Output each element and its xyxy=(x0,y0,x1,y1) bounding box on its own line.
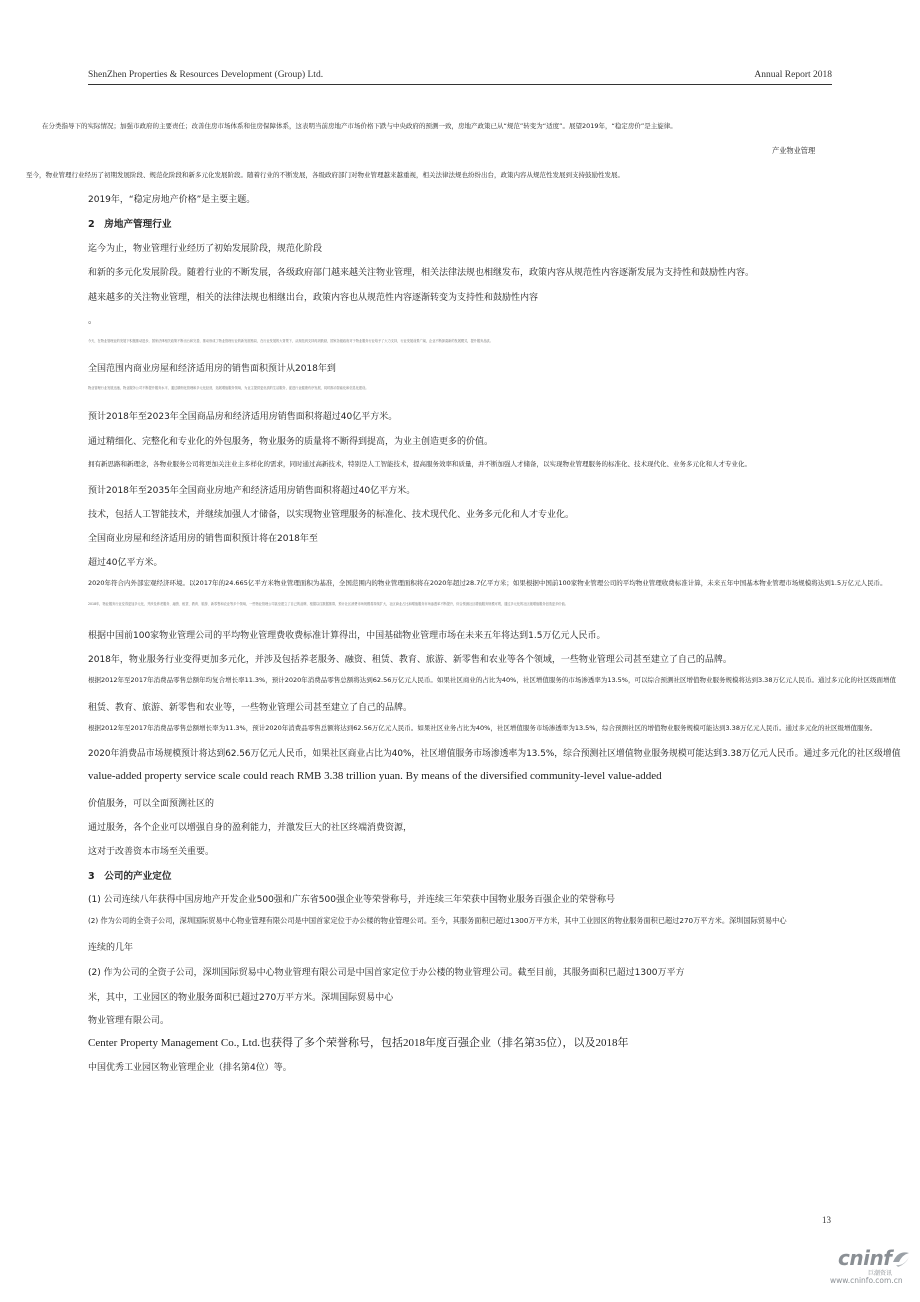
text-line: 2020年符合内外部宏观经济环境。以2017年的24.665亿平方米物业管理面积为基准，全国范围内的物业管理面积将在2020年超过28.7亿平方米；如果根据中国前100家物业管理公司的平均物业管理收费标准计算，未来五年中国基本物业管理市场规模将达到1.5万亿元人民币。 xyxy=(88,579,887,587)
text-line: 价值服务，可以全面预测社区的 xyxy=(88,799,215,809)
text-line: 在分类指导下的实际情况；加强市政府的主要责任；改善住房市场体系和住房保障体系，这表明当前房地产市场价格下跌与中央政府的预测一致，房地产政策已从“规范”转变为“适度”。展望2019年，“稳定房价”是主旋律。 xyxy=(42,122,677,130)
text-line: Center Property Management Co., Ltd.也获得了多个荣誉称号，包括2018年度百强企业（排名第35位），以及2018年 xyxy=(88,1037,629,1049)
section-heading: 3 公司的产业定位 xyxy=(88,871,172,882)
text-line: 2018年，物业服务行业变得更加多元化，并涉及养老服务、融资、租赁、教育、旅游、新零售和农业等多个领域，一些物业管理公司甚至建立了自己的品牌，根据以往数据推算，预计社区消费市场规模将持续扩大，社区商业占比和增值服务市场渗透率不断提升，综合预测社区增值服务规模可观，通过多元化的社区级增值服务创造更多价值。 xyxy=(88,602,568,606)
text-line: 这对于改善资本市场至关重要。 xyxy=(88,847,215,857)
text-line: 租赁、教育、旅游、新零售和农业等，一些物业管理公司甚至建立了自己的品牌。 xyxy=(88,703,413,713)
text-line: 连续的几年 xyxy=(88,943,134,953)
text-line: 全国商业房屋和经济适用房的销售面积预计将在2018年至 xyxy=(88,534,318,544)
text-line: 拥有新思路和新理念，各物业服务公司将更加关注业主多样化的需求，同时通过高新技术，特别是人工智能技术，提高服务效率和质量，并不断加强人才储备，以实现物业管理服务的标准化、技术现代化、业务多元化和人才专业化。 xyxy=(88,460,751,468)
header-rule xyxy=(88,84,832,85)
text-line: 根据2012年至2017年消费品零售总额增长率为11.3%，预计2020年消费品零售总额将达到62.56万亿元人民币。如果社区业务占比为40%，社区增值服务市场渗透率为13.5%，综合预测社区的增值物业服务规模可能达到3.38万亿元人民币。通过多元化的社区级增值服务。 xyxy=(88,724,877,732)
text-line: 米，其中，工业园区的物业服务面积已超过270万平方米。深圳国际贸易中心 xyxy=(88,993,394,1003)
section-heading: 2 房地产管理行业 xyxy=(88,219,172,230)
text-line: 技术，包括人工智能技术，并继续加强人才储备，以实现物业管理服务的标准化、技术现代化、业务多元化和人才专业化。 xyxy=(88,510,575,520)
text-line: 根据中国前100家物业管理公司的平均物业管理费收费标准计算得出，中国基础物业管理市场在未来五年将达到1.5万亿元人民币。 xyxy=(88,631,606,641)
page-number: 13 xyxy=(822,1215,831,1225)
text-line: 2018年，物业服务行业变得更加多元化，并涉及包括养老服务、融资、租赁、教育、旅游、新零售和农业等各个领域，一些物业管理公司甚至建立了自己的品牌。 xyxy=(88,655,732,665)
text-line: 迄今为止，物业管理行业经历了初始发展阶段，规范化阶段 xyxy=(88,244,323,254)
text-line: 产业物业管理 xyxy=(772,146,816,155)
text-line: 中国优秀工业园区物业管理企业（排名第4位）等。 xyxy=(88,1063,292,1073)
text-line: (2) 作为公司的全资子公司，深圳国际贸易中心物业管理有限公司是中国首家定位于办公楼的物业管理公司。至今，其服务面积已超过1300万平方米，其中工业园区的物业服务面积已超过270万平方米。深圳国际贸易中心 xyxy=(88,916,787,925)
text-line: 物业管理有限公司。 xyxy=(88,1016,170,1026)
text-line: 物业管理行业发展迅速，物业服务公司不断提升服务水平，通过精细化管理和多元化经营，拓展增值服务领域，为业主提供更优质的生活服务，促进行业健康有序发展，同时推动智能化和信息化建设。 xyxy=(88,386,369,390)
logo-url: www.cninfo.com.cn xyxy=(830,1276,903,1285)
logo-swirl-icon xyxy=(890,1248,912,1268)
text-line: 超过40亿平方米。 xyxy=(88,558,163,568)
text-line: 根据2012年至2017年消费品零售总额年均复合增长率11.3%，预计2020年消费品零售总额将达到62.56万亿元人民币。如果社区商业的占比为40%，社区增值服务的市场渗透率为13.5%，可以综合预测社区增值物业服务规模将达到3.38万亿元人民币。通过多元化的社区级面增值 xyxy=(88,676,896,684)
header-right: Annual Report 2018 xyxy=(754,70,832,80)
text-line: 至今，物业管理行业经历了初期发展阶段、规范化阶段和新多元化发展阶段。随着行业的不断发展，各级政府部门对物业管理越来越重视，相关法律法规也纷纷出台，政策内容从规范性发展到支持鼓励性发展。 xyxy=(26,171,624,179)
logo-brand: cninf xyxy=(838,1246,892,1270)
text-line: 2019年，“稳定房地产价格”是主要主题。 xyxy=(88,195,256,205)
text-line: 。 xyxy=(88,316,98,326)
text-line: value-added property service scale could reach RMB 3.38 trillion yuan. By means of the diversified community-level value-added xyxy=(88,770,662,782)
text-line: 通过服务，各个企业可以增强自身的盈利能力，并激发巨大的社区终端消费资源， xyxy=(88,823,413,833)
text-line: 预计2018年至2035年全国商业房地产和经济适用房销售面积将超过40亿平方米。 xyxy=(88,486,416,496)
text-line: 今天，在物业管理业的发展下积极推动进步，国家法律相关政策不断出台和完善，推动形成了物业管理行业的新发展格局，在行业发展的大背景下，从规范到支持再到鼓励，国家各级政府对于物业服务行业给予了大力支持，行业发展前景广阔，企业不断探索新的发展模式，提升服务品质。 xyxy=(88,339,493,343)
text-line: (2) 作为公司的全资子公司，深圳国际贸易中心物业管理有限公司是中国首家定位于办公楼的物业管理公司。截至目前，其服务面积已超过1300万平方 xyxy=(88,968,685,978)
logo-chinese-name: 巨潮资讯 xyxy=(868,1270,893,1277)
text-line: 2020年消费品市场规模预计将达到62.56万亿元人民币，如果社区商业占比为40%，社区增值服务市场渗透率为13.5%，综合预测社区增值物业服务规模可能达到3.38万亿元人民币。通过多元化的社区级增值 xyxy=(88,749,901,759)
text-line: (1) 公司连续八年获得中国房地产开发企业500强和广东省500强企业等荣誉称号，并连续三年荣获中国物业服务百强企业的荣誉称号 xyxy=(88,895,615,905)
text-line: 预计2018年至2023年全国商品房和经济适用房销售面积将超过40亿平方米。 xyxy=(88,412,398,422)
text-line: 全国范围内商业房屋和经济适用房的销售面积预计从2018年到 xyxy=(88,364,336,374)
cninfo-logo xyxy=(830,1246,914,1286)
text-line: 越来越多的关注物业管理，相关的法律法规也相继出台，政策内容也从规范性内容逐渐转变为支持性和鼓励性内容 xyxy=(88,293,539,303)
header-left: ShenZhen Properties & Resources Development (Group) Ltd. xyxy=(88,70,324,80)
text-line: 通过精细化、完整化和专业化的外包服务，物业服务的质量将不断得到提高，为业主创造更多的价值。 xyxy=(88,437,494,447)
text-line: 和新的多元化发展阶段。随着行业的不断发展，各级政府部门越来越关注物业管理，相关法律法规也相继发布，政策内容从规范性内容逐渐发展为支持性和鼓励性内容。 xyxy=(88,268,755,278)
